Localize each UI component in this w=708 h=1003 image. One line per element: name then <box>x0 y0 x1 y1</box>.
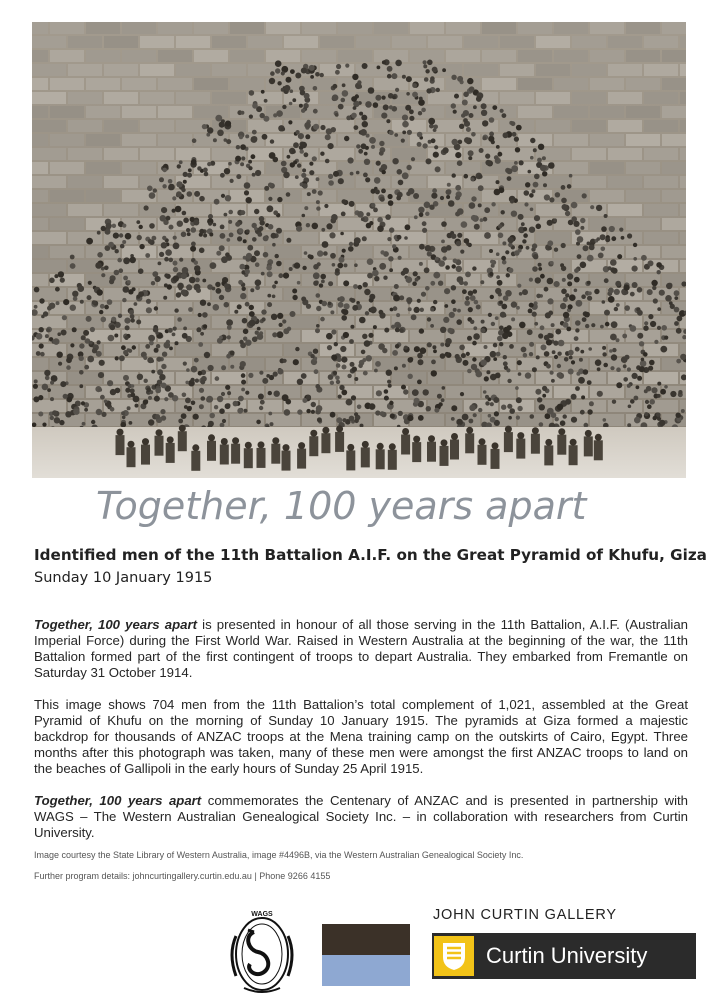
intro-paragraph <box>34 617 688 681</box>
wags-text: WAGS <box>251 911 273 918</box>
colour-patch-bottom <box>322 955 410 986</box>
wags-logo <box>224 906 300 998</box>
university-name: Curtin University <box>486 943 648 968</box>
intro-text: is presented in honour of all those serving in the 11th Battalion, A.I.F. (Australian Imperial Force) during the First World War. Raised in Western Australia at the beginning of the war, the 11th Battalion formed part of the first contingent of troops to depart Australia. They embarked from Fremantle on Saturday 31 October 1914. <box>34 617 688 680</box>
photo-date: Sunday 10 January 1915 <box>34 570 213 586</box>
curtin-university-logo <box>432 933 696 979</box>
battalion-colour-patch <box>322 924 410 986</box>
partnership-emphasis: Together, 100 years apart <box>34 793 202 808</box>
page-title: Together, 100 years apart <box>96 484 587 528</box>
image-credit: Image courtesy the State Library of Western Australia, image #4496B, via the Western Australian Genealogical Society Inc. <box>34 850 524 860</box>
partnership-text: commemorates the Centenary of ANZAC and is presented in partnership with WAGS – The Western Australian Genealogical Society Inc. – in collaboration with researchers from Curtin University. <box>34 793 689 840</box>
partnership-paragraph <box>34 793 688 841</box>
battalion-photo <box>32 22 686 478</box>
description-paragraph <box>34 697 688 777</box>
historic-group-photo-icon <box>32 22 686 478</box>
curtin-shield-icon <box>434 936 474 976</box>
description-text: This image shows 704 men from the 11th Battalion’s total complement of 1,021, assembled at the Great Pyramid of Khufu on the morning of Sunday 10 January 1915. The pyramids at Giza formed a majestic backdrop for thousands of ANZAC troops at the Mena training camp on the outskirts of Cairo, Egypt. Three months after this photograph was taken, many of these men were amongst the first ANZAC troops to land on the beaches of Gallipoli in the early hours of Sunday 25 April 1915. <box>34 697 688 776</box>
page-subtitle: Identified men of the 11th Battalion A.I.F. on the Great Pyramid of Khufu, Giza <box>34 546 707 564</box>
colour-patch-top <box>322 924 410 955</box>
program-details: Further program details: johncurtingallery.curtin.edu.au | Phone 9266 4155 <box>34 871 331 881</box>
black-swan-crest-icon <box>224 906 300 998</box>
gallery-name: JOHN CURTIN GALLERY <box>433 907 617 923</box>
intro-emphasis: Together, 100 years apart <box>34 617 197 632</box>
